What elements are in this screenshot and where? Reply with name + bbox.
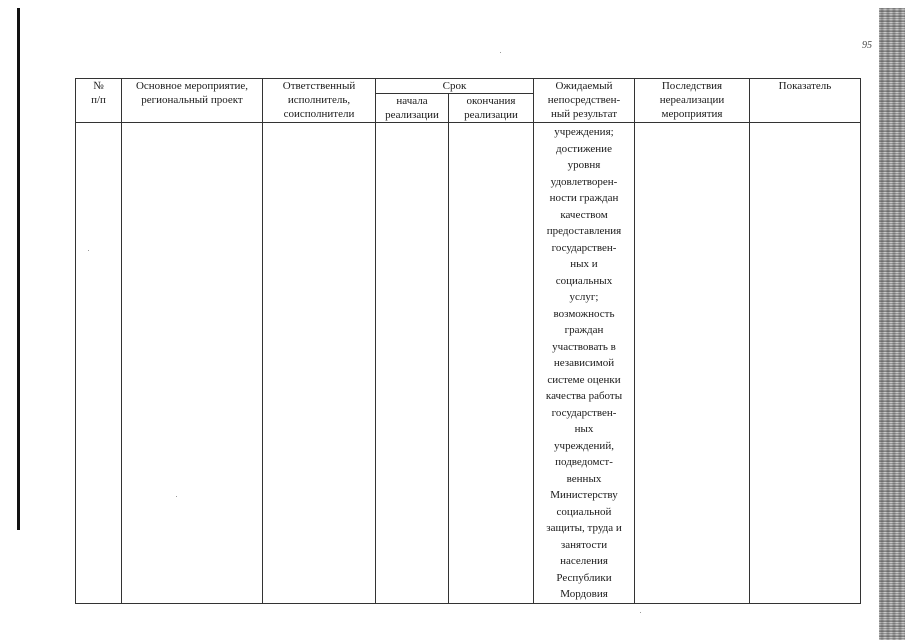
- scan-speck: [640, 612, 641, 613]
- program-table: [75, 78, 861, 604]
- expected-result-text: учреждения; достижение уровня удовлетворен- ности граждан качеством предоставления государствен- ных и социальных услуг; возможность граждан участвовать в независимой системе оценки качества работы государствен- ных учреждений, подведомст- венных Министерству социальной защиты, труда и занятости населения Республики Мордовия: [545, 126, 623, 600]
- cell-indicator: [750, 123, 861, 604]
- cell-num: [76, 123, 122, 604]
- cell-expected-result: [534, 123, 635, 604]
- binding-bar: [17, 8, 20, 530]
- page-number: 95: [862, 40, 872, 51]
- cell-main-event: [122, 123, 263, 604]
- table-row: [76, 123, 861, 604]
- cell-term-end: [449, 123, 534, 604]
- header-term-end: окончания реализации: [449, 94, 534, 123]
- cell-term-start: [376, 123, 449, 604]
- header-consequences: Последствия нереализации мероприятия: [635, 79, 750, 123]
- scan-speck: [88, 250, 89, 251]
- scan-speck: [500, 52, 501, 53]
- header-main-event: Основное мероприятие, региональный проект: [122, 79, 263, 123]
- header-term-start: начала реализации: [376, 94, 449, 123]
- cell-consequences: [635, 123, 750, 604]
- header-indicator: Показатель: [750, 79, 861, 123]
- header-row: [76, 79, 861, 94]
- scan-speck: [176, 496, 177, 497]
- scanned-page-edge: [879, 8, 905, 640]
- header-expected-result: Ожидаемый непосредствен- ный результат: [534, 79, 635, 123]
- header-term: Срок: [376, 79, 534, 94]
- cell-responsible: [263, 123, 376, 604]
- header-num: № п/п: [76, 79, 122, 123]
- header-responsible: Ответственный исполнитель, соисполнители: [263, 79, 376, 123]
